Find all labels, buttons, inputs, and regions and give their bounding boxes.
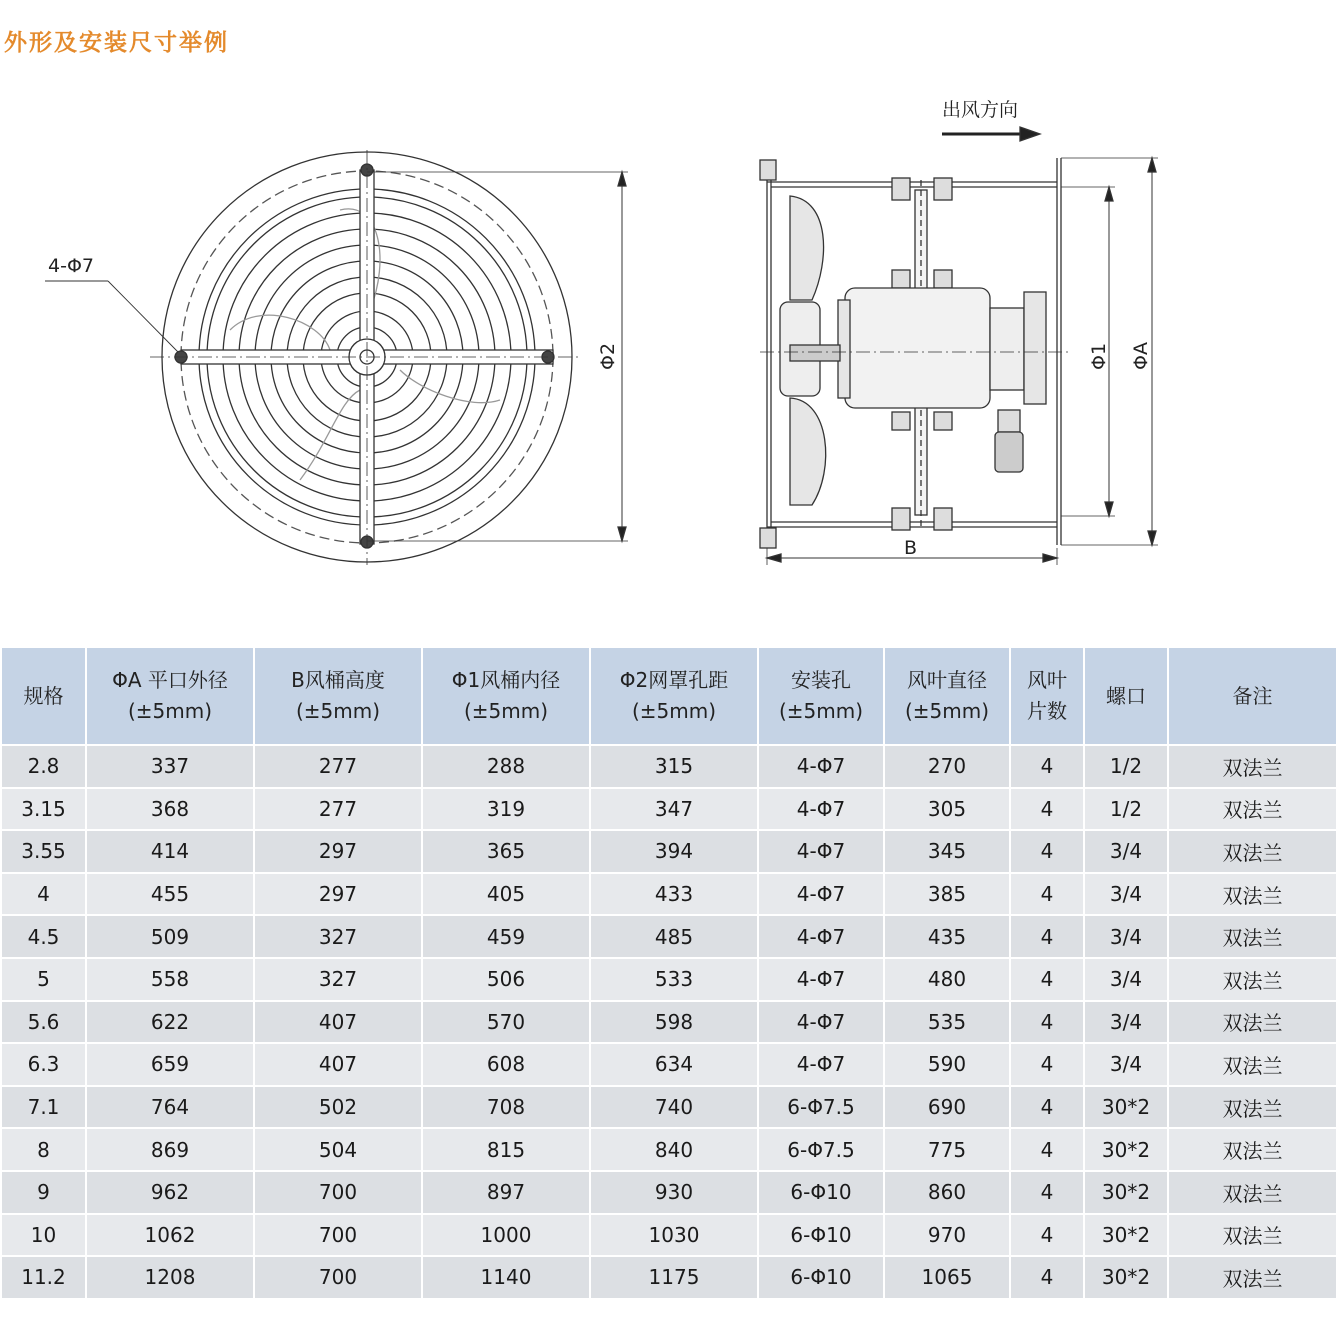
column-header — [1168, 648, 1336, 745]
table-cell: 30*2 — [1084, 1214, 1168, 1257]
column-header-line1: 规格 — [23, 683, 64, 708]
table-row — [2, 745, 1336, 788]
fan-drawing — [0, 80, 1339, 580]
table-cell: 6-Φ10 — [758, 1171, 884, 1214]
table-body — [2, 745, 1336, 1298]
hole-label: 4-Φ7 — [48, 255, 94, 277]
table-cell: 4 — [1010, 1043, 1084, 1086]
table-cell: 327 — [254, 915, 422, 958]
column-header-line1: 风叶 — [1027, 668, 1067, 692]
table-cell: 455 — [86, 873, 254, 916]
table-cell: 双法兰 — [1168, 873, 1336, 916]
column-header-line1: Φ1风桶内径 — [451, 668, 561, 692]
table-cell: 535 — [884, 1001, 1010, 1044]
table-cell: 775 — [884, 1128, 1010, 1171]
table-cell: 365 — [422, 830, 590, 873]
table-cell: 502 — [254, 1086, 422, 1129]
table-cell: 3/4 — [1084, 830, 1168, 873]
table-row — [2, 1086, 1336, 1129]
table-cell: 双法兰 — [1168, 1171, 1336, 1214]
column-header-line2: (±5mm) — [127, 699, 213, 723]
table-row — [2, 830, 1336, 873]
table-row — [2, 1214, 1336, 1257]
table-cell: 840 — [590, 1128, 758, 1171]
table-cell: 3.15 — [2, 788, 86, 831]
table-cell: 7.1 — [2, 1086, 86, 1129]
table-cell: 30*2 — [1084, 1171, 1168, 1214]
column-header-line1: 螺口 — [1106, 683, 1146, 708]
table-row — [2, 1171, 1336, 1214]
table-cell: 659 — [86, 1043, 254, 1086]
table-cell: 700 — [254, 1171, 422, 1214]
table-cell: 双法兰 — [1168, 788, 1336, 831]
column-header-line2: (±5mm) — [295, 699, 381, 723]
table-cell: 11.2 — [2, 1256, 86, 1298]
table-cell: 3/4 — [1084, 1001, 1168, 1044]
column-header-line1: Φ2网罩孔距 — [619, 668, 729, 692]
column-header-line1: 备注 — [1232, 683, 1273, 708]
table-cell: 435 — [884, 915, 1010, 958]
table-cell: 2.8 — [2, 745, 86, 788]
column-header — [758, 648, 884, 745]
table-cell: 6-Φ10 — [758, 1256, 884, 1298]
table-row — [2, 788, 1336, 831]
table-cell: 1/2 — [1084, 788, 1168, 831]
table-cell: 30*2 — [1084, 1086, 1168, 1129]
column-header-line2: (±5mm) — [631, 699, 717, 723]
table-cell: 3/4 — [1084, 915, 1168, 958]
table-cell: 740 — [590, 1086, 758, 1129]
table-cell: 3/4 — [1084, 1043, 1168, 1086]
table-cell: 345 — [884, 830, 1010, 873]
table-cell: 558 — [86, 958, 254, 1001]
table-cell: 双法兰 — [1168, 1128, 1336, 1171]
table-cell: 897 — [422, 1171, 590, 1214]
column-header-line1: 安装孔 — [791, 668, 851, 692]
table-cell: 319 — [422, 788, 590, 831]
table-cell: 1000 — [422, 1214, 590, 1257]
column-header — [422, 648, 590, 745]
table-cell: 4 — [1010, 873, 1084, 916]
table-cell: 327 — [254, 958, 422, 1001]
table-cell: 双法兰 — [1168, 1214, 1336, 1257]
column-header-line2: (±5mm) — [904, 699, 990, 723]
column-header-line2: (±5mm) — [778, 699, 864, 723]
table-cell: 634 — [590, 1043, 758, 1086]
table-cell: 双法兰 — [1168, 1001, 1336, 1044]
table-cell: 1140 — [422, 1256, 590, 1298]
phia-label: ΦA — [1130, 342, 1152, 370]
table-cell: 970 — [884, 1214, 1010, 1257]
column-header-line1: 风叶直径 — [907, 668, 987, 692]
table-cell: 4-Φ7 — [758, 873, 884, 916]
table-cell: 270 — [884, 745, 1010, 788]
table-cell: 407 — [254, 1043, 422, 1086]
table-cell: 1/2 — [1084, 745, 1168, 788]
table-row — [2, 1001, 1336, 1044]
table-cell: 533 — [590, 958, 758, 1001]
table-cell: 506 — [422, 958, 590, 1001]
table-cell: 双法兰 — [1168, 1086, 1336, 1129]
table-cell: 414 — [86, 830, 254, 873]
column-header — [590, 648, 758, 745]
table-cell: 1175 — [590, 1256, 758, 1298]
table-row — [2, 915, 1336, 958]
table-cell: 930 — [590, 1171, 758, 1214]
table-cell: 297 — [254, 830, 422, 873]
table-cell: 4-Φ7 — [758, 915, 884, 958]
table-cell: 双法兰 — [1168, 745, 1336, 788]
table-cell: 590 — [884, 1043, 1010, 1086]
column-header-line2: 片数 — [1027, 699, 1067, 723]
table-cell: 347 — [590, 788, 758, 831]
table-cell: 4-Φ7 — [758, 745, 884, 788]
table-cell: 1065 — [884, 1256, 1010, 1298]
table-cell: 3/4 — [1084, 958, 1168, 1001]
table-cell: 504 — [254, 1128, 422, 1171]
table-cell: 277 — [254, 788, 422, 831]
table-cell: 407 — [254, 1001, 422, 1044]
table-cell: 4 — [1010, 1171, 1084, 1214]
table-row — [2, 1256, 1336, 1298]
table-cell: 315 — [590, 745, 758, 788]
table-cell: 297 — [254, 873, 422, 916]
table-cell: 双法兰 — [1168, 830, 1336, 873]
table-cell: 4.5 — [2, 915, 86, 958]
table-cell: 598 — [590, 1001, 758, 1044]
column-header — [254, 648, 422, 745]
column-header — [884, 648, 1010, 745]
table-cell: 385 — [884, 873, 1010, 916]
table-cell: 3/4 — [1084, 873, 1168, 916]
table-cell: 8 — [2, 1128, 86, 1171]
table-cell: 4 — [1010, 1086, 1084, 1129]
table-cell: 485 — [590, 915, 758, 958]
table-cell: 700 — [254, 1256, 422, 1298]
phi2-label: Φ2 — [597, 342, 619, 370]
table-cell: 764 — [86, 1086, 254, 1129]
table-row — [2, 958, 1336, 1001]
table-row — [2, 1128, 1336, 1171]
section-title: 外形及安装尺寸举例 — [4, 30, 229, 56]
table-cell: 10 — [2, 1214, 86, 1257]
table-cell: 4 — [2, 873, 86, 916]
table-cell: 4-Φ7 — [758, 1001, 884, 1044]
table-cell: 30*2 — [1084, 1256, 1168, 1298]
table-cell: 288 — [422, 745, 590, 788]
table-cell: 4 — [1010, 745, 1084, 788]
table-row — [2, 873, 1336, 916]
airflow-label: 出风方向 — [942, 99, 1019, 121]
table-cell: 1208 — [86, 1256, 254, 1298]
table-cell: 1062 — [86, 1214, 254, 1257]
table-header-row — [2, 648, 1336, 745]
table-cell: 4-Φ7 — [758, 958, 884, 1001]
table-cell: 4-Φ7 — [758, 1043, 884, 1086]
table-cell: 337 — [86, 745, 254, 788]
table-cell: 3.55 — [2, 830, 86, 873]
table-cell: 509 — [86, 915, 254, 958]
table-cell: 双法兰 — [1168, 1256, 1336, 1298]
table-cell: 690 — [884, 1086, 1010, 1129]
table-row — [2, 1043, 1336, 1086]
column-header — [2, 648, 86, 745]
b-label: B — [904, 537, 918, 559]
table-cell: 860 — [884, 1171, 1010, 1214]
table-cell: 305 — [884, 788, 1010, 831]
table-cell: 459 — [422, 915, 590, 958]
table-cell: 4 — [1010, 1214, 1084, 1257]
table-cell: 570 — [422, 1001, 590, 1044]
table-cell: 815 — [422, 1128, 590, 1171]
table-cell: 394 — [590, 830, 758, 873]
table-cell: 30*2 — [1084, 1128, 1168, 1171]
table-cell: 4 — [1010, 788, 1084, 831]
front-view — [45, 150, 628, 565]
column-header — [1084, 648, 1168, 745]
column-header-line2: (±5mm) — [463, 699, 549, 723]
table-cell: 277 — [254, 745, 422, 788]
table-cell: 1030 — [590, 1214, 758, 1257]
column-header-line1: B风桶高度 — [291, 668, 385, 692]
table-cell: 708 — [422, 1086, 590, 1129]
table-cell: 480 — [884, 958, 1010, 1001]
table-cell: 4-Φ7 — [758, 788, 884, 831]
table-cell: 4 — [1010, 1001, 1084, 1044]
phi1-label: Φ1 — [1088, 342, 1110, 370]
table-cell: 6-Φ7.5 — [758, 1086, 884, 1129]
table-cell: 4 — [1010, 830, 1084, 873]
table-cell: 5.6 — [2, 1001, 86, 1044]
table-cell: 622 — [86, 1001, 254, 1044]
table-cell: 962 — [86, 1171, 254, 1214]
table-cell: 608 — [422, 1043, 590, 1086]
table-cell: 368 — [86, 788, 254, 831]
table-cell: 双法兰 — [1168, 915, 1336, 958]
table-cell: 9 — [2, 1171, 86, 1214]
table-cell: 6.3 — [2, 1043, 86, 1086]
table-cell: 869 — [86, 1128, 254, 1171]
table-cell: 4 — [1010, 958, 1084, 1001]
spec-table — [2, 648, 1336, 1298]
table-cell: 6-Φ10 — [758, 1214, 884, 1257]
table-cell: 4-Φ7 — [758, 830, 884, 873]
table-cell: 405 — [422, 873, 590, 916]
table-cell: 4 — [1010, 1256, 1084, 1298]
table-cell: 双法兰 — [1168, 1043, 1336, 1086]
table-cell: 5 — [2, 958, 86, 1001]
table-cell: 6-Φ7.5 — [758, 1128, 884, 1171]
column-header — [1010, 648, 1084, 745]
table-cell: 4 — [1010, 915, 1084, 958]
table-cell: 4 — [1010, 1128, 1084, 1171]
column-header-line1: ΦA 平口外径 — [112, 668, 228, 692]
table-cell: 700 — [254, 1214, 422, 1257]
table-cell: 双法兰 — [1168, 958, 1336, 1001]
table-cell: 433 — [590, 873, 758, 916]
column-header — [86, 648, 254, 745]
